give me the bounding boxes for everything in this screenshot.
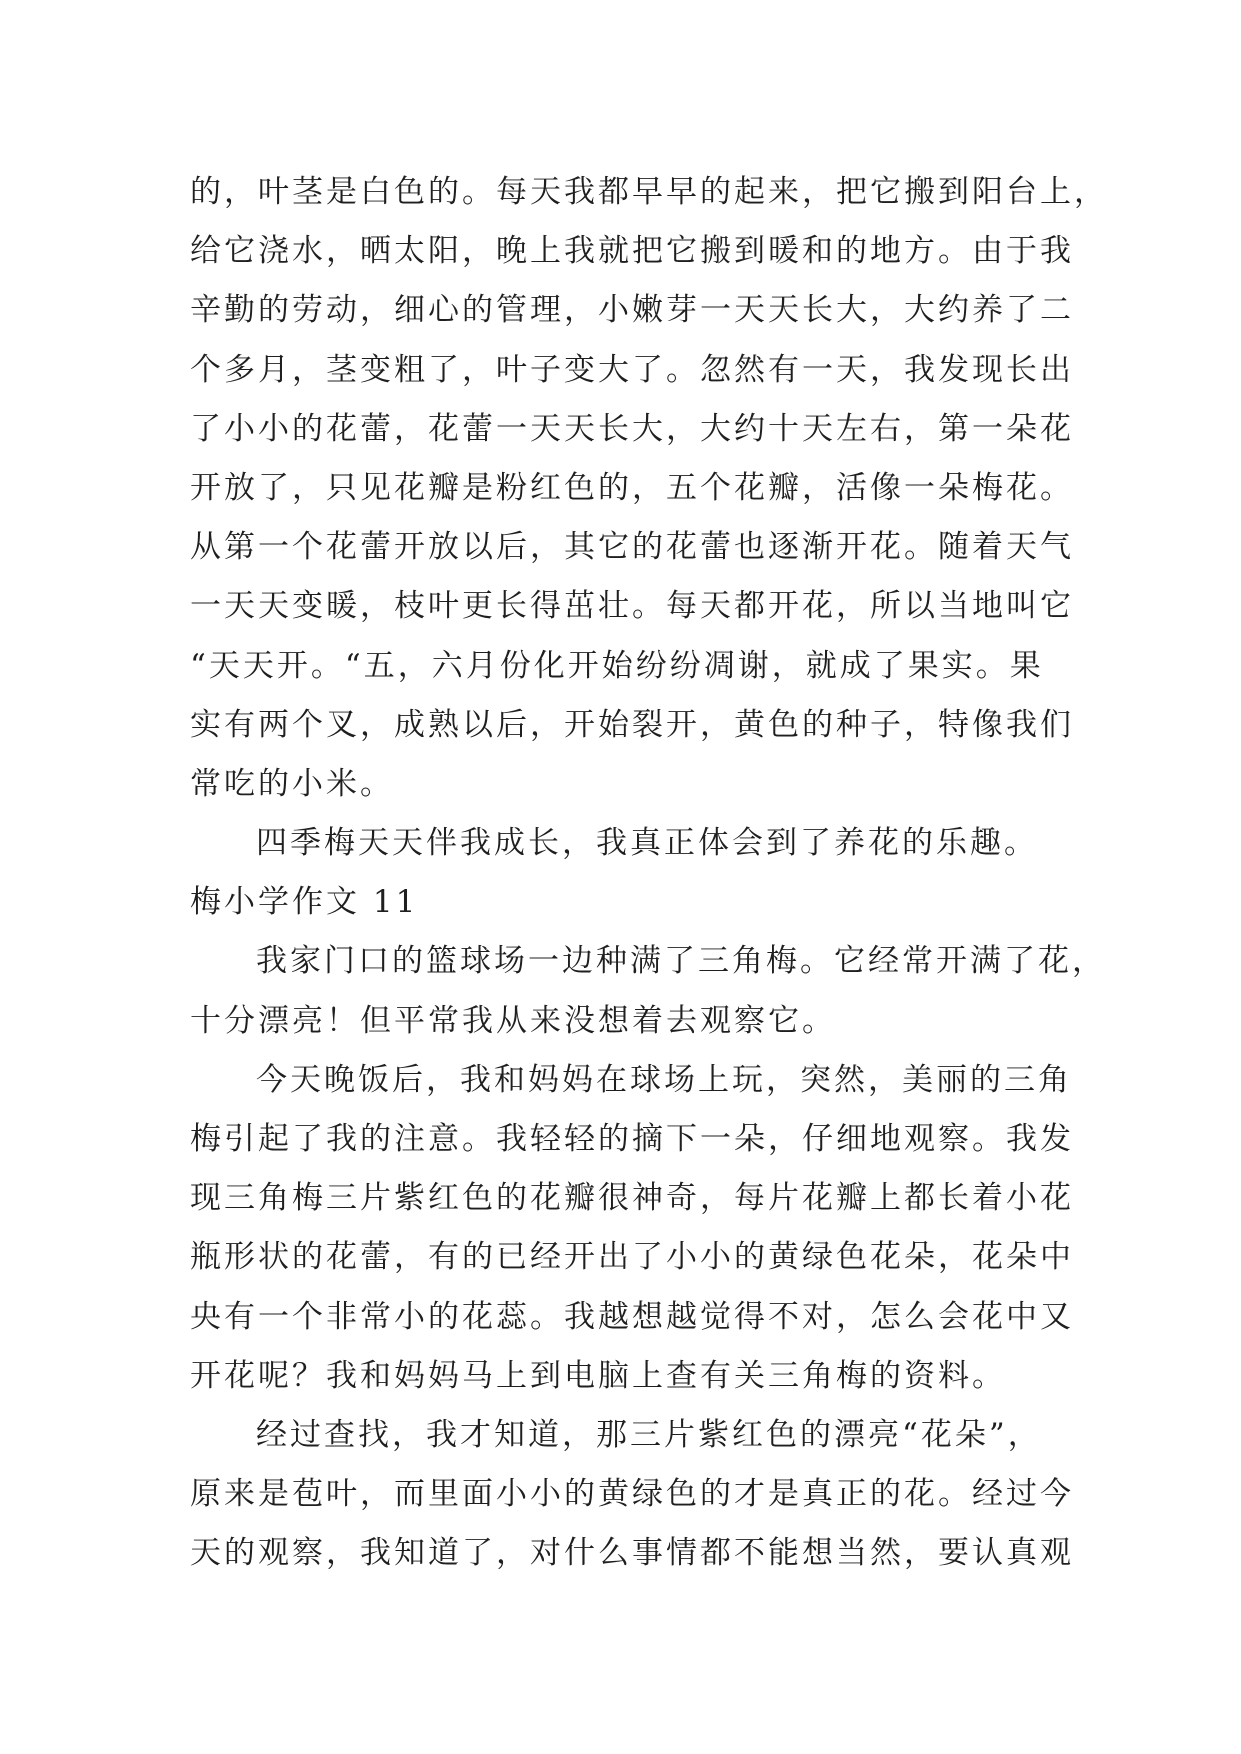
text-line: 常吃的小米。 [190, 765, 394, 802]
text-line: 今天晚饭后，我和妈妈在球场上玩，突然，美丽的三角 [256, 1061, 1072, 1098]
text-line: 的，叶茎是白色的。每天我都早早的起来，把它搬到阳台上， [190, 174, 1108, 210]
text-line: “天天开。“五，六月份化开始纷纷凋谢，就成了果实。果 [190, 647, 1044, 684]
text-line: 天的观察，我知道了，对什么事情都不能想当然，要认真观 [190, 1535, 1074, 1572]
text-line: 个多月，茎变粗了，叶子变大了。忽然有一天，我发现长出 [190, 351, 1074, 388]
document-body [190, 163, 1108, 1584]
text-line: 央有一个非常小的花蕊。我越想越觉得不对，怎么会花中又 [190, 1298, 1074, 1335]
text-line: 我家门口的篮球场一边种满了三角梅。它经常开满了花， [256, 943, 1106, 980]
text-line: 给它浇水，晒太阳，晚上我就把它搬到暖和的地方。由于我 [190, 233, 1074, 270]
text-line: 开放了，只见花瓣是粉红色的，五个花瓣，活像一朵梅花。 [190, 469, 1074, 506]
text-line: 四季梅天天伴我成长，我真正体会到了养花的乐趣。 [256, 825, 1038, 862]
text-line: 了小小的花蕾，花蕾一天天长大，大约十天左右，第一朵花 [190, 410, 1074, 447]
text-line: 实有两个叉，成熟以后，开始裂开，黄色的种子，特像我们 [190, 706, 1074, 743]
section-heading: 梅小学作文 11 [190, 884, 419, 921]
text-line: 从第一个花蕾开放以后，其它的花蕾也逐渐开花。随着天气 [190, 529, 1074, 566]
text-line: 原来是苞叶，而里面小小的黄绿色的才是真正的花。经过今 [190, 1476, 1074, 1513]
text-line: 辛勤的劳动，细心的管理，小嫩芽一天天长大，大约养了二 [190, 292, 1074, 329]
text-line: 十分漂亮！但平常我从来没想着去观察它。 [190, 1002, 836, 1039]
text-line: 现三角梅三片紫红色的花瓣很神奇，每片花瓣上都长着小花 [190, 1180, 1074, 1217]
text-line: 开花呢？我和妈妈马上到电脑上查有关三角梅的资料。 [190, 1357, 1006, 1394]
text-line: 瓶形状的花蕾，有的已经开出了小小的黄绿色花朵，花朵中 [190, 1239, 1074, 1276]
text-line: 一天天变暖，枝叶更长得茁壮。每天都开花，所以当地叫它 [190, 588, 1074, 625]
text-line: 经过查找，我才知道，那三片紫红色的漂亮“花朵”， [256, 1416, 1042, 1453]
text-line: 梅引起了我的注意。我轻轻的摘下一朵，仔细地观察。我发 [190, 1121, 1074, 1157]
